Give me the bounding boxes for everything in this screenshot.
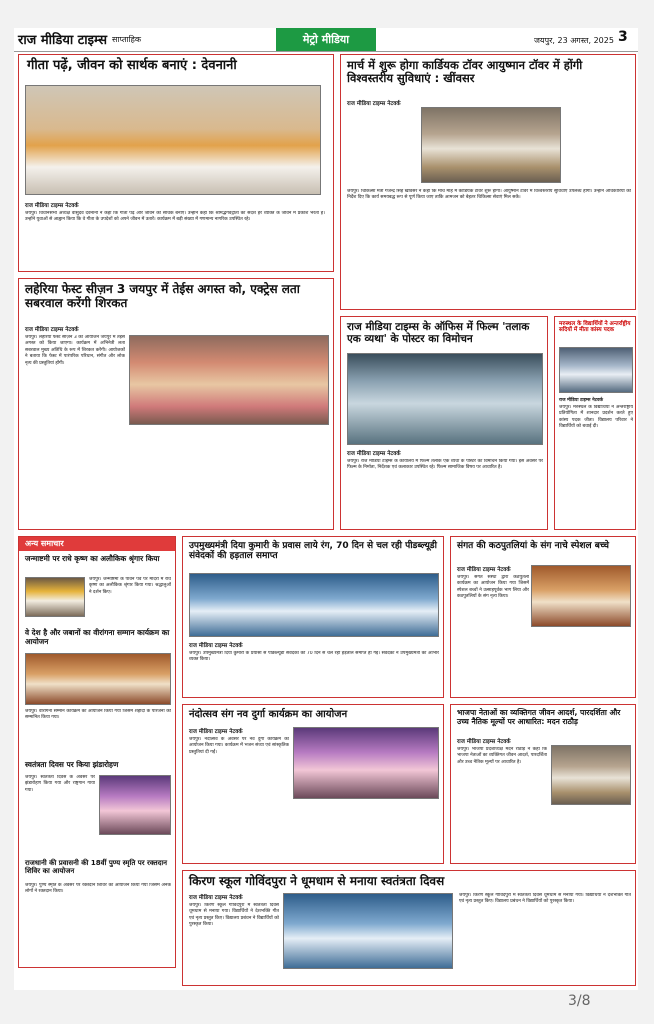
photo-kiran	[283, 893, 453, 969]
page-header	[14, 28, 638, 52]
byline-side-right: राज मीडिया टाइम्स नेटवर्क	[559, 398, 604, 403]
article-side-right	[554, 316, 636, 530]
body-side-right: जयपुर। मरुस्थल के विद्यार्थियों ने अन्तर्राष्ट्रीय प्रतियोगिता में शानदार प्रदर्शन करते हुए कांस्य पदक जीता। विद्यालय परिवार ने विद्यार्थियों को बधाई दी।	[559, 405, 633, 430]
section-label: मेट्रो मीडिया	[276, 28, 376, 51]
other-body-1: जयपुर। जन्माष्टमी के पावन पर्व पर मंदिरों में राधे कृष्ण का अलौकिक श्रृंगार किया गया। श्रद्धालुओं ने दर्शन किए।	[89, 577, 171, 595]
newspaper-page	[14, 28, 638, 990]
headline-leheriya: लहेरिया फेस्ट सीज़न 3 जयपुर में तेईस अगस्त को, एक्ट्रेस लता सबरवाल करेंगी शिरकत	[25, 282, 300, 310]
byline-puppet: राज मीडिया टाइम्स नेटवर्क	[457, 567, 511, 573]
headline-kiran: किरण स्कूल गोविंदपुरा ने धूमधाम से मनाया स्वतंत्रता दिवस	[189, 874, 445, 888]
headline-bjp: भाजपा नेताओं का व्यक्तिगत जीवन आदर्श, पारदर्शिता और उच्च नैतिक मूल्यों पर आधारित: मदन राठौड़	[457, 708, 621, 726]
body-cardiac: जयपुर। चिकित्सा मंत्री गजेन्द्र सिंह खींवसर ने कहा कि मार्च माह में कार्डियक टॉवर शुरू होगा। आयुष्मान टॉवर में विश्वस्तरीय सुविधाएं उपलब्ध होंगी। उन्होंने अधिकारियों को निर्देश दिए कि कार्य समयबद्ध रूप से पूर्ण किया जाए ताकि आमजन को बेहतर चिकित्सा सेवाएं मिल सकें।	[347, 189, 631, 201]
headline-puppet: संगत की कठपुतलियां के संग नाचे स्पेशल बच्चे	[457, 541, 610, 551]
other-news-column	[18, 536, 176, 968]
body-bjp: जयपुर। भाजपा प्रदेशाध्यक्ष मदन राठौड़ ने कहा कि भाजपा नेताओं का व्यक्तिगत जीवन आदर्श, पारदर्शिता और उच्च नैतिक मूल्यों पर आधारित है।	[457, 747, 547, 765]
photo-nandotsav	[293, 727, 439, 799]
article-film	[340, 316, 548, 530]
body-film: जयपुर। राज मीडिया टाइम्स के कार्यालय में फिल्म तलाक एक व्यथा के पोस्टर का विमोचन किया गया। इस अवसर पर फिल्म के निर्माता, निर्देशक एवं कलाकार उपस्थित रहे। फिल्म सामाजिक विषय पर आधारित है।	[347, 459, 543, 471]
other-body-4: जयपुर। पुण्य स्मृति के अवसर पर रक्तदान शिविर का आयोजन किया गया जिसमें अनेक लोगों ने रक्तदान किया।	[25, 883, 171, 895]
photo-gita	[25, 85, 321, 195]
byline-nandotsav: राज मीडिया टाइम्स नेटवर्क	[189, 729, 243, 735]
other-body-2: जयपुर। वीरांगना सम्मान कार्यक्रम का आयोजन किया गया जिसमें शहीदों के परिजनों को सम्मानित किया गया।	[25, 709, 171, 721]
byline-gita: राज मीडिया टाइम्स नेटवर्क	[25, 203, 79, 209]
article-cardiac	[340, 54, 636, 310]
article-leheriya	[18, 278, 334, 530]
body-leheriya: जयपुर। लहेरिया फेस्ट सीज़न 3 का आयोजन जयपुर में तेईस अगस्त को किया जाएगा। कार्यक्रम में अभिनेत्री लता सबरवाल मुख्य अतिथि के रूप में शिरकत करेंगी। आयोजकों ने बताया कि फेस्ट में पारंपरिक परिधान, संगीत और लोक नृत्य की प्रस्तुतियां होंगी।	[25, 335, 125, 366]
photo-cardiac	[421, 107, 561, 183]
article-kiran	[182, 870, 636, 986]
body-protest: जयपुर। उपमुख्यमंत्री दिया कुमारी के प्रयासों से पीडब्ल्यूडी संवेदकों की 70 दिन से चल रही हड़ताल समाप्त हो गई। संवेदकों ने उपमुख्यमंत्री का आभार व्यक्त किया।	[189, 651, 439, 663]
page-number: 3	[618, 29, 628, 45]
article-protest	[182, 536, 444, 698]
other-photo-2	[25, 653, 171, 705]
body-kiran-right: जयपुर। किरण स्कूल गोविंदपुरा में स्वतंत्रता दिवस धूमधाम से मनाया गया। विद्यार्थियों ने देशभक्ति गीत एवं नृत्य प्रस्तुत किए। विद्यालय प्रबंधन ने विद्यार्थियों को पुरस्कृत किया।	[459, 893, 631, 905]
article-gita	[18, 54, 334, 272]
other-headline-4: राजधानी की प्रवासनी की 18वीं पुण्य स्मृति पर रक्तदान शिविर का आयोजन	[25, 859, 168, 876]
byline-film: राज मीडिया टाइम्स नेटवर्क	[347, 451, 401, 457]
photo-protest	[189, 573, 439, 637]
photo-film	[347, 353, 543, 445]
masthead-subtitle: साप्ताहिक	[112, 35, 142, 44]
headline-film: राज मीडिया टाइम्स के ऑफिस में फिल्म 'तलाक एक व्यथा' के पोस्टर का विमोचन	[347, 321, 530, 346]
page-footer: 3/8	[568, 993, 591, 1009]
headline-gita: गीता पढ़ें, जीवन को सार्थक बनाएं : देवनानी	[27, 58, 237, 73]
other-photo-1	[25, 577, 85, 617]
article-bjp	[450, 704, 636, 864]
byline-protest: राज मीडिया टाइम्स नेटवर्क	[189, 643, 243, 649]
masthead-title: राज मीडिया टाइम्स	[18, 33, 108, 48]
body-nandotsav: जयपुर। नंदोत्सव के अवसर पर नव दुर्गा कार्यक्रम का आयोजन किया गया। कार्यक्रम में भजन संध्या एवं सांस्कृतिक प्रस्तुतियां दी गईं।	[189, 737, 289, 755]
byline-kiran: राज मीडिया टाइम्स नेटवर्क	[189, 895, 243, 901]
article-nandotsav	[182, 704, 444, 864]
body-kiran-left: जयपुर। किरण स्कूल गोविंदपुरा में स्वतंत्रता दिवस धूमधाम से मनाया गया। विद्यार्थियों ने देशभक्ति गीत एवं नृत्य प्रस्तुत किए। विद्यालय प्रबंधन ने विद्यार्थियों को पुरस्कृत किया।	[189, 903, 279, 928]
byline-leheriya: राज मीडिया टाइम्स नेटवर्क	[25, 327, 79, 333]
byline-bjp: राज मीडिया टाइम्स नेटवर्क	[457, 739, 511, 745]
other-headline-3: स्वतंत्रता दिवस पर किया झंडारोहण	[25, 760, 119, 769]
other-photo-3	[99, 775, 171, 835]
headline-nandotsav: नंदोत्सव संग नव दुर्गा कार्यक्रम का आयोजन	[189, 709, 348, 720]
other-headline-1: जन्माष्टमी पर राधे कृष्ण का अलौकिक श्रृंगार किया	[25, 554, 160, 563]
article-puppet	[450, 536, 636, 698]
photo-leheriya	[129, 335, 329, 425]
photo-side-right	[559, 347, 633, 393]
headline-protest: उपमुख्यमंत्री दिया कुमारी के प्रवास लाये रंग, 70 दिन से चल रही पीडब्ल्यूडी संवेदकों की हड़ताल समाप्त	[189, 541, 437, 562]
other-news-label: अन्य समाचार	[25, 539, 64, 548]
headline-side-right: मरुस्थल के विद्यार्थियों ने अन्तर्राष्ट्रीय सदियों में मीता कांस्य पदक	[559, 321, 631, 334]
photo-bjp	[551, 745, 631, 805]
body-puppet: जयपुर। संगत संस्था द्वारा कठपुतली कार्यक्रम का आयोजन किया गया जिसमें स्पेशल बच्चों ने उत्साहपूर्वक भाग लिया और कठपुतलियों के संग नृत्य किया।	[457, 575, 529, 600]
body-gita: जयपुर। विधानसभा अध्यक्ष वासुदेव देवनानी ने कहा कि गीता पढ़ें और जीवन को सार्थक बनाएं। उन्होंने कहा कि श्रीमद्भगवद्गीता का संदेश हर व्यक्ति के जीवन में प्रकाश भरता है। उन्होंने युवाओं से आह्वान किया कि वे गीता के उपदेशों को अपने जीवन में उतारें। कार्यक्रम में बड़ी संख्या में गणमान्य नागरिक उपस्थित रहे।	[25, 211, 325, 223]
photo-puppet	[531, 565, 631, 627]
other-headline-2: वे देश है और जबानों का वीरांगना सम्मान कार्यक्रम का आयोजन	[25, 628, 170, 646]
headline-cardiac: मार्च में शुरू होगा कार्डियक टॉवर आयुष्मान टॉवर में होंगी विश्वस्तरीय सुविधाएं : खींवसर	[347, 58, 583, 86]
other-body-3: जयपुर। स्वतंत्रता दिवस के अवसर पर झंडारोहण किया गया और राष्ट्रगान गाया गया।	[25, 775, 95, 793]
byline-cardiac: राज मीडिया टाइम्स नेटवर्क	[347, 101, 401, 107]
issue-date: जयपुर, 23 अगस्त, 2025	[534, 36, 614, 45]
